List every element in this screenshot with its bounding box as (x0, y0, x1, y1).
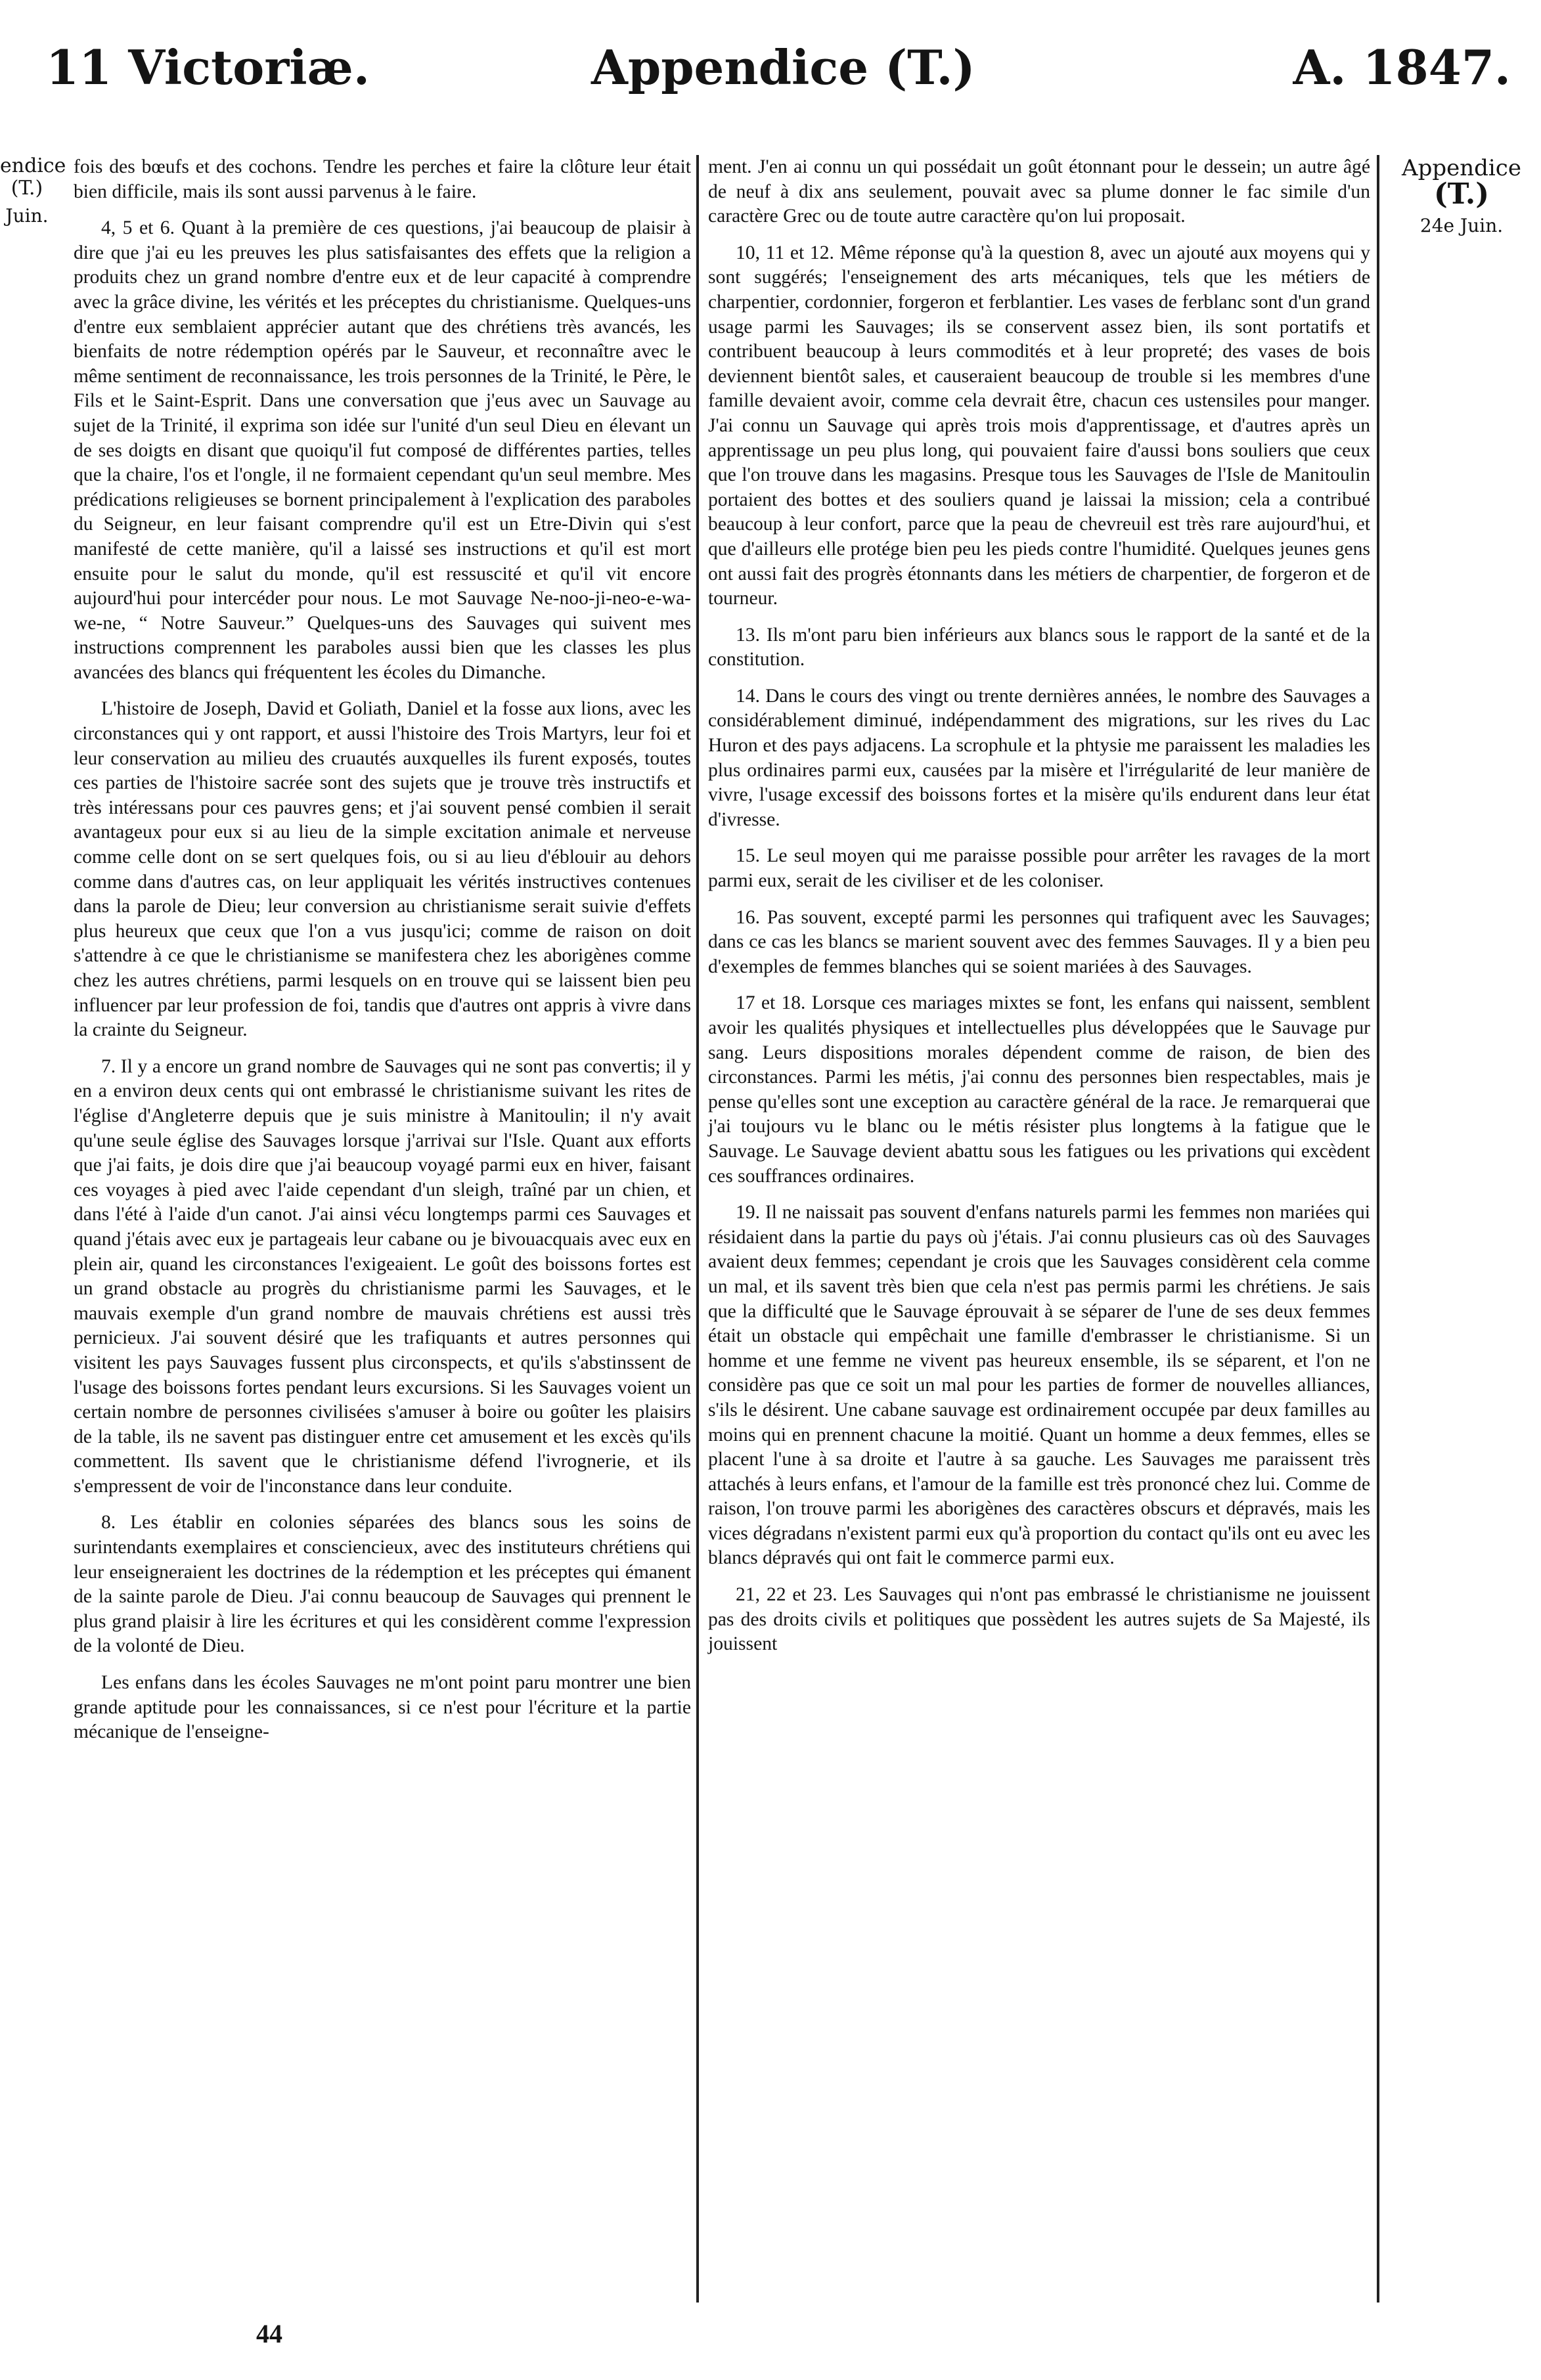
left-margin-note (0, 154, 66, 227)
paragraph: Les enfans dans les écoles Sauvages ne m'ont point paru montrer une bien grande aptitude pour les connaissances, si ce n'est pour l'écriture et la partie mécanique de l'enseigne- (74, 1672, 691, 1743)
paragraph: 17 et 18. Lorsque ces mariages mixtes se font, les enfans qui naissent, semblent avoir les qualités physiques et intellectuelles plus développées que le Sauvage pur sang. Leurs dispositions morales dépendent comme de raison, de bien des circonstances. Parmi les métis, j'ai connu des personnes bien respectables, mais je pense qu'elles sont une exception au caractère général de la race. Je remarquerai que j'ai toujours vu le blanc ou le métis résister plus longtems à la fatigue que le Sauvage. Le Sauvage devient abattu sous les fatigues ou les privations qui excèdent ces souffrances ordinaires. (708, 992, 1370, 1187)
column-divider (696, 155, 699, 2303)
left-column (74, 155, 691, 1757)
right-column-rule (1377, 155, 1379, 2303)
left-margin-date: Juin. (5, 205, 49, 227)
header-regnal-year: 11 Victoriæ. (46, 39, 370, 95)
right-margin-paren: (T.) (1433, 177, 1490, 211)
running-header (46, 39, 1511, 118)
paragraph: ment. J'en ai connu un qui possédait un goût étonnant pour le dessein; un autre âgé de neuf à dix ans seulement, pouvait avec sa plume donner le fac simile d'un caractère Grec ou de toute autre caractère qu'on lui proposait. (708, 156, 1370, 227)
paragraph: 19. Il ne naissait pas souvent d'enfans naturels parmi les femmes non mariées qui résidaient dans la partie du pays où j'étais. J'ai connu plusieurs cas où des Sauvages avaient deux femmes; cependant je crois que les Sauvages considèrent cela comme un mal, et ils savent très bien que cela n'est pas permis parmi les chrétiens. Je sais que la difficulté que le Sauvage éprouvait à se séparer de l'une de ses deux femmes était un obstacle qui empêchait une famille d'embrasser le christianisme. Si un homme et une femme ne vivent pas heureux ensemble, ils se séparent, et l'on ne considère pas que ce soit un mal pour les parties de former de nouvelles alliances, s'ils le désirent. Une cabane sauvage est ordinairement occupée par deux familles au moins qui en prennent chacune la moitié. Quant un homme a deux femmes, elles se placent l'une à sa droite et l'autre à sa gauche. Les Sauvages me paraissent très attachés à leurs enfans, et l'amour de la famille est très prononcé chez lui. Comme de raison, l'on trouve parmi les aborigènes des caractères obscurs et dépravés, mais les vices dégradans n'existent parmi eux qu'à proportion du contact qu'ils ont eu avec les blancs dépravés qui ont fait le commerce parmi eux. (708, 1202, 1370, 1569)
paragraph: 14. Dans le cours des vingt ou trente dernières années, le nombre des Sauvages a considérablement diminué, indépendamment des migrations, sur les rives du Lac Huron et des pays adjacens. La scrophule et la phtysie me paraissent les maladies les plus ordinaires parmi eux, causées par la misère et l'irrégularité de leur manière de vivre, l'usage excessif des boissons fortes et la misère qu'ils endurent dans leur état d'ivresse. (708, 685, 1370, 830)
page-number: 44 (256, 2319, 282, 2348)
paragraph: 13. Ils m'ont paru bien inférieurs aux blancs sous le rapport de la santé et de la constitution. (708, 624, 1370, 671)
paragraph: L'histoire de Joseph, David et Goliath, Daniel et la fosse aux lions, avec les circonstances qui y ont rapport, et aussi l'histoire des Trois Martyrs, leur foi et leur conservation au milieu des cruautés auxquelles ils furent exposés, toutes ces parties de l'histoire sacrée sont des sujets que je trouve très instructifs et très intéressans pour ces pauvres gens; et j'ai souvent pensé combien il serait avantageux pour eux si au lieu de la simple excitation animale et nerveuse comme celle dont on se sert quelques fois, ou si au lieu d'éblouir au dehors comme dans d'autres cas, on leur appliquait les vérités instructives contenues dans la parole de Dieu; leur conversion au christianisme serait suivie d'effets plus heureux que ceux que l'on a vus jusqu'ici; comme de raison on doit s'attendre à ce que le christianisme se manifestera chez les aborigènes comme chez les autres chrétiens, parmi lesquels on en trouve qui se laissent bien peu influencer par leur profession de foi, tandis que d'autres ont appris à vivre dans la crainte du Seigneur. (74, 698, 691, 1041)
right-column (708, 155, 1370, 1669)
paragraph: fois des bœufs et des cochons. Tendre les perches et faire la clôture leur était bien difficile, mais ils sont aussi parvenus à le faire. (74, 156, 691, 202)
paragraph: 21, 22 et 23. Les Sauvages qui n'ont pas embrassé le christianisme ne jouissent pas des droits civils et politiques que possèdent les autres sujets de Sa Majesté, ils jouissent (708, 1584, 1370, 1655)
paragraph: 8. Les établir en colonies séparées des blancs sous les soins de surintendants exemplaires et consciencieux, avec des instituteurs chrétiens qui leur enseigneraient les doctrines de la rédemption et les préceptes qui émanent de la sainte parole de Dieu. J'ai connu beaucoup de Sauvages qui prennent le plus grand plaisir à lire les écritures et qui les considèrent comme l'expression de la volonté de Dieu. (74, 1512, 691, 1657)
paragraph: 7. Il y a encore un grand nombre de Sauvages qui ne sont pas convertis; il y en a environ deux cents qui ont embrassé le christianisme suivant les rites de l'église d'Angleterre depuis que je suis ministre à Manitoulin; il n'y avait qu'une seule église des Sauvages lorsque j'arrivai sur l'Isle. Quant aux efforts que j'ai faits, je dois dire que j'ai beaucoup voyagé parmi eux en hiver, faisant ces voyages à pied avec l'aide cependant d'un sleigh, traîné par un chien, et dans l'été à l'aide d'un canot. J'ai ainsi vécu longtemps parmi ces Sauvages et quand j'étais avec eux je partageais leur cabane ou je bivouacquais avec eux en plein air, quand les circonstances l'exigeaient. Le goût des boissons fortes est un grand obstacle au progrès du christianisme parmi les Sauvages, et le mauvais exemple d'un grand nombre de mauvais chrétiens est aussi très pernicieux. J'ai souvent désiré que les trafiquants et autres personnes qui visitent les pays Sauvages fussent plus circonspects, et qu'ils s'abstinssent de l'usage des boissons fortes pendant leurs excursions. Si les Sauvages voient un certain nombre de personnes civilisées s'amuser à boire ou goûter les plaisirs de la table, ils ne savent pas distinguer entre cet amusement et les excès qu'ils commettent. Ils savent que le christianisme défend l'ivrognerie, et ils s'empressent de voir de l'inconstance dans leur conduite. (74, 1055, 691, 1497)
paragraph: 4, 5 et 6. Quant à la première de ces questions, j'ai beaucoup de plaisir à dire que j'ai eu les preuves les plus satisfaisantes des effets que la religion a produits chez un grand nombre d'entre eux et de leur capacité à comprendre avec la grâce divine, les vérités et les préceptes du christianisme. Quelques-uns d'entre eux semblaient apprécier autant que des chrétiens très avancés, les bienfaits de notre rédemption opérés par le Sauveur, et reconnaître avec le même sentiment de reconnaissance, les trois personnes de la Trinité, le Père, le Fils et le Saint-Esprit. Dans une conversation que j'eus avec un Sauvage au sujet de la Trinité, il exprima son idée sur l'unité d'un seul Dieu en élevant un de ses doigts en disant que quoiqu'il fut composé de différentes parties, telles que la chaire, l'os et l'ongle, il ne formaient cependant qu'un seul membre. Mes prédications religieuses se bornent principalement à l'explication des paraboles du Seigneur, en leur faisant comprendre qu'il est un Etre-Divin qui s'est manifesté de cette manière, qu'il a laissé ses instructions et qu'il est mort ensuite pour le salut du monde, qu'il est ressuscité et qu'il vit encore aujourd'hui pour intercéder pour nous. Le mot Sauvage Ne-noo-ji-neo-e-wa-we-ne, “ Notre Sauveur.” Quelques-uns des Sauvages qui suivent mes instructions comprennent les paraboles aussi bien que les classes les plus avancées des blancs qui fréquentent les écoles du Dimanche. (74, 217, 691, 683)
left-margin-paren: (T.) (11, 177, 43, 200)
paragraph: 15. Le seul moyen qui me paraisse possible pour arrêter les ravages de la mort parmi eux, serait de les civiliser et de les coloniser. (708, 845, 1370, 892)
header-appendix-title: Appendice (T.) (591, 39, 975, 95)
header-year: A. 1847. (1293, 39, 1511, 95)
paragraph: 16. Pas souvent, excepté parmi les personnes qui trafiquent avec les Sauvages; dans ce cas les blancs se marient souvent avec des femmes Sauvages. Il y a bien peu d'exemples de femmes blanches qui se soient mariées à des Sauvages. (708, 906, 1370, 977)
paragraph: 10, 11 et 12. Même réponse qu'à la question 8, avec un ajouté aux moyens qui y sont suggérés; l'enseignement des arts mécaniques, tels que les métiers de charpentier, cordonnier, forgeron et ferblantier. Les vases de ferblanc sont d'un grand usage parmi les Sauvages; ils se conservent assez bien, ils sont portatifs et contribuent beaucoup à leurs commodités et à leur propreté; des vases de bois deviennent bientôt sales, et causeraient beaucoup de trouble si les membres d'une famille devaient avoir, comme cela devrait être, chacun ces ustensiles pour manger. J'ai connu un Sauvage qui après trois mois d'apprentissage, et d'autres après un apprentissage un peu plus long, qui pouvaient faire d'aussi bons souliers que ceux que l'on trouve dans les magasins. Presque tous les Sauvages de l'Isle de Manitoulin portaient des bottes et des souliers quand je laissai la mission; cela a contribué beaucoup à leur confort, parce que la peau de chevreuil est très rare aujourd'hui, et que d'ailleurs elle protége bien peu les pieds contre l'humidité. Quelques jeunes gens ont aussi fait des progrès étonnants dans les métiers de charpentier, de forgeron et de tourneur. (708, 242, 1370, 609)
right-margin-label: Appendice (1402, 155, 1521, 181)
right-margin-date: 24e Juin. (1419, 215, 1504, 236)
left-margin-label: endice (0, 154, 66, 177)
right-margin-note (1386, 155, 1537, 239)
